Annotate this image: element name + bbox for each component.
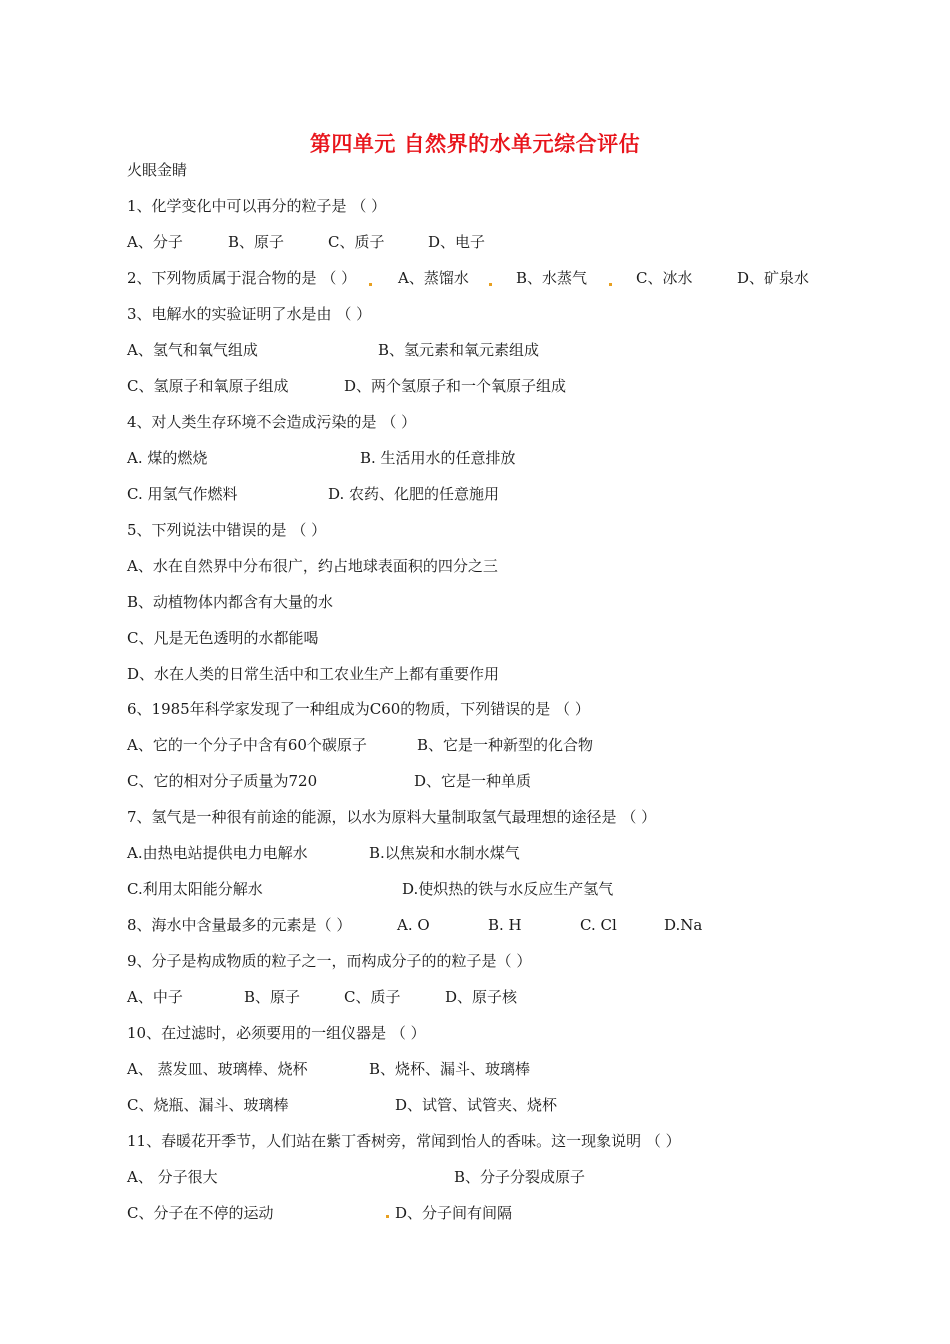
q5-stem: 5、下列说法中错误的是 （ ）: [127, 521, 327, 539]
q2-option-b: B、水蒸气: [516, 269, 588, 287]
q8-option-b: B. H: [488, 916, 522, 934]
q6-option-a: A、它的一个分子中含有60个碳原子: [127, 736, 367, 754]
q8-option-c: C. Cl: [580, 916, 617, 934]
q9-stem: 9、分子是构成物质的粒子之一，而构成分子的的粒子是（ ）: [127, 952, 532, 970]
q4-option-d: D. 农药、化肥的任意施用: [328, 485, 500, 503]
q10-option-b: B、烧杯、漏斗、玻璃棒: [369, 1060, 531, 1078]
page-title: 第四单元 自然界的水单元综合评估: [309, 131, 641, 156]
q5-option-c: C、凡是无色透明的水都能喝: [127, 629, 319, 647]
q9-option-d: D、原子核: [445, 988, 518, 1006]
q2-option-d: D、矿泉水: [737, 269, 810, 287]
q4-option-a: A. 煤的燃烧: [127, 449, 208, 467]
q3-option-d: D、两个氢原子和一个氧原子组成: [344, 377, 567, 395]
q5-option-b: B、动植物体内都含有大量的水: [127, 593, 334, 611]
q7-option-c: C.利用太阳能分解水: [127, 880, 263, 898]
orange-dot: [609, 283, 612, 286]
q11-option-b: B、分子分裂成原子: [454, 1168, 586, 1186]
q3-option-c: C、氢原子和氧原子组成: [127, 377, 289, 395]
q5-option-a: A、水在自然界中分布很广，约占地球表面积的四分之三: [127, 557, 498, 575]
q1-option-c: C、质子: [328, 233, 385, 251]
q5-option-d: D、水在人类的日常生活中和工农业生产上都有重要作用: [127, 665, 500, 683]
q4-stem: 4、对人类生存环境不会造成污染的是 （ ）: [127, 413, 417, 431]
q3-option-b: B、氢元素和氧元素组成: [378, 341, 540, 359]
q7-option-a: A.由热电站提供电力电解水: [127, 844, 308, 862]
q7-stem: 7、氢气是一种很有前途的能源，以水为原料大量制取氢气最理想的途径是 （ ）: [127, 808, 657, 826]
q11-option-d: D、分子间有间隔: [395, 1204, 513, 1222]
q9-option-c: C、质子: [344, 988, 401, 1006]
q6-option-d: D、它是一种单质: [414, 772, 532, 790]
q8-stem: 8、海水中含量最多的元素是（ ）: [127, 916, 352, 934]
q11-stem: 11、春暖花开季节，人们站在紫丁香树旁，常闻到怡人的香味。这一现象说明 （ ）: [127, 1132, 681, 1150]
q4-option-c: C. 用氢气作燃料: [127, 485, 238, 503]
section-heading: 火眼金睛: [127, 161, 188, 179]
q10-option-a: A、 蒸发皿、玻璃棒、烧杯: [127, 1060, 308, 1078]
q1-stem: 1、化学变化中可以再分的粒子是 （ ）: [127, 197, 387, 215]
q4-option-b: B. 生活用水的任意排放: [360, 449, 516, 467]
q1-option-a: A、分子: [127, 233, 183, 251]
q11-option-a: A、 分子很大: [127, 1168, 218, 1186]
q6-option-b: B、它是一种新型的化合物: [417, 736, 594, 754]
q10-option-d: D、试管、试管夹、烧杯: [395, 1096, 558, 1114]
q3-stem: 3、电解水的实验证明了水是由 （ ）: [127, 305, 372, 323]
orange-dot: [369, 283, 372, 286]
q1-option-b: B、原子: [228, 233, 285, 251]
q2-option-c: C、冰水: [636, 269, 693, 287]
q10-stem: 10、在过滤时，必须要用的一组仪器是 （ ）: [127, 1024, 426, 1042]
q3-option-a: A、氢气和氧气组成: [127, 341, 258, 359]
orange-dot: [489, 283, 492, 286]
q2-stem: 2、下列物质属于混合物的是 （ ）: [127, 269, 357, 287]
q8-option-a: A. O: [397, 916, 430, 934]
q7-option-d: D.使炽热的铁与水反应生产氢气: [402, 880, 614, 898]
q1-option-d: D、电子: [428, 233, 486, 251]
q11-option-c: C、分子在不停的运动: [127, 1204, 274, 1222]
q7-option-b: B.以焦炭和水制水煤气: [369, 844, 520, 862]
q6-option-c: C、它的相对分子质量为720: [127, 772, 318, 790]
q9-option-b: B、原子: [244, 988, 301, 1006]
q6-stem: 6、1985年科学家发现了一种组成为C60的物质，下列错误的是 （ ）: [127, 700, 590, 718]
q9-option-a: A、中子: [127, 988, 183, 1006]
q8-option-d: D.Na: [664, 916, 703, 934]
orange-dot: [386, 1215, 389, 1218]
q10-option-c: C、烧瓶、漏斗、玻璃棒: [127, 1096, 289, 1114]
q2-option-a: A、蒸馏水: [398, 269, 469, 287]
